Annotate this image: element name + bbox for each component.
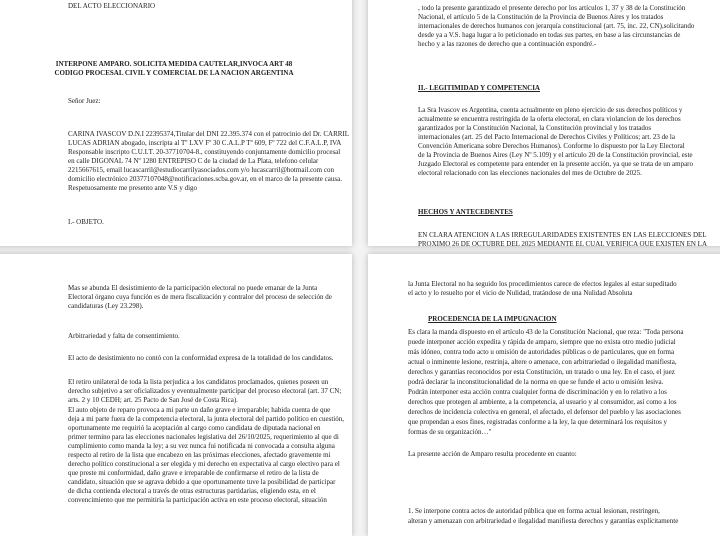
list-item: 1. Se interpone contra actos de autoridad pública que en forma actual lesionan, restringen, (408, 507, 660, 515)
body-line: derecho político constitucional a ser elegida y mi derecho en expectativa al cargo electivo para el (68, 460, 340, 468)
document-title-line-1: INTERPONE AMPARO. SOLICITA MEDIDA CAUTELAR,INVOCA ART 48 (55, 60, 293, 68)
body-line: domicilio electrónico 20377107048@notificaciones.scba.gov.ar, en el marco de la presente causa. (68, 175, 342, 183)
body-line: 2215667615, email lucascarril@estudiocarrilyasociados.com y/o lucascarril@hotmail.com con (68, 166, 334, 174)
body-line: derecho subjetivo a ser oficializados y eventualmente participar del proceso electoral (art. 37 CN; (68, 387, 342, 395)
document-page-1 (0, 0, 352, 246)
body-line: que propendan a esos fines, registradas conforme a la ley, la que determinará los requisitos y (408, 418, 668, 426)
body-line: actualmente se encuentra restringida de la oferta electoral, en clara violancion de los derechos (418, 115, 681, 123)
body-line: formas de su organización…" (408, 428, 492, 436)
body-line: que preste mi conformidad, daño grave e irreparable de confirmarse el retiro de la lista de (68, 469, 319, 477)
body-line: Podrán interponer esta acción contra cualquier forma de discriminación y en lo relativo a los (408, 388, 667, 396)
body-line: Mas se abunda El desistimiento de la participación electoral no puede emanar de la Junta (68, 284, 318, 292)
body-line: Convención Americana sobre Derechos Humanos). Conforme lo dispuesto por la Ley Electoral (418, 142, 685, 150)
body-line: El acto de desistimiento no contó con la conformidad expresa de la totalidad de los candidatos. (68, 354, 334, 362)
body-line: derechos y garantías reconocidos por esta Constitución, un tratado o una ley. En el caso, el juez (408, 368, 675, 376)
body-line: electoral relacionado con las elecciones nacionales del mes de Octubre de 2025. (418, 169, 642, 177)
subheading-arbitrariedad: Arbitrariedad y falta de consentimiento. (68, 332, 180, 340)
body-line: CARINA IVASCOV D.N.I 22395374,Titular del DNI 22.395.374 con el patrocinio del Dr. CARRIL (68, 130, 350, 138)
body-line: de la Provincia de Buenos Aires (Ley Nº 5.109) y el artículo 20 de la Constitución provincial, este (418, 151, 693, 159)
document-title-line-2: CODIGO PROCESAL CIVIL Y COMERCIAL DE LA NACION ARGENTINA (54, 69, 294, 77)
body-line: El retiro unilateral de toda la lista perjudica a los candidatos proclamados, quienes poseen un (68, 378, 329, 386)
section-heading-hechos: HECHOS Y ANTECEDENTES (418, 208, 513, 216)
body-line: hecho y a las razones de derecho que a continuación expondré.- (418, 40, 597, 48)
section-heading-procedencia: PROCEDENCIA DE LA IMPUGNACION (428, 315, 557, 323)
body-line: garantizados por la Constitución Nacional, la Constitución provincial y los tratados (418, 124, 652, 132)
body-line: internacionales (art. 25 del Pacto Internacional de Derechos Civiles y Políticos; art. 23 de la (418, 133, 675, 141)
body-line: candidato, situación que se agrava debido a que oportunamente tuve la posibilidad de participar (68, 478, 336, 486)
body-line: puede interponer acción expedita y rápida de amparo, siempre que no exista otro medio judicial (408, 338, 676, 346)
body-line: derechos de incidencia colectiva en general, el afectado, el defensor del pueblo y las asociaciones (408, 408, 681, 416)
body-line: Es clara la manda dispuesto en el artículo 43 de la Constitución Nacional, que reza: "Toda persona (408, 328, 684, 336)
body-line: internacionales de derechos humanos con jerarquía constitucional (art. 75, inc. 22, CN),solicitando (418, 22, 695, 30)
body-line: más idóneo, contra todo acto u omisión de autoridades públicas o de particulares, que en forma (408, 348, 675, 356)
body-line: la Junta Electoral no ha seguido los procedimientos carece de efectos legales al estar supeditado (408, 280, 677, 288)
body-line: candidaturas (Ley 23.298). (68, 302, 144, 310)
list-item: alteran y amenazan con arbitrariedad e ilegalidad manifiesta derechos y garantías explícitamente (408, 517, 679, 525)
body-line: en calle DIGONAL 74 Nº 1280 ENTREPISO C de la ciudad de La Plata, telefono celular (68, 157, 319, 165)
page-header: DEL ACTO ELECCIONARIO (68, 2, 156, 10)
salutation: Señor Juez: (68, 97, 101, 105)
body-line: Juzgado Electoral es competente para entender en la presente acción, ya que se trata de un amparo (418, 160, 694, 168)
body-line: deja a mi parte fuera de la competencia electoral, la junta electoral del partido político en cuestión, (68, 415, 344, 423)
document-page-3 (0, 254, 352, 536)
body-line: Respetuosamente me presento ante V.S y digo (68, 184, 198, 192)
body-line: EN CLARA ATENCION A LAS IRREGULARIDADES EXISTENTES EN LAS ELECCIONES DEL (418, 231, 707, 239)
body-line: oportunamente me requirió la aceptación al cargo como candidata de diputada nacional en (68, 424, 321, 432)
body-line: desde ya a V.S. haga lugar a lo peticionado en todas sus partes, en base a las circunstancias de (418, 31, 681, 39)
body-line: arts. 2 y 10 CEDH; art. 25 Pacto de San José de Costa Rica). (68, 396, 238, 404)
body-line: La Sra Ivascov es Argentina, cuenta actualmente en pleno ejercicio de sus derechos políticos y (418, 106, 683, 114)
body-line: , todo la presente garantizado el presente derecho por los artículos 1, 37 y 38 de la Constitución (418, 4, 686, 12)
section-heading-legitimidad: II.- LEGITIMIDAD Y COMPETENCIA (418, 84, 540, 92)
body-line: el acto y lo resuelto por el vicio de Nulidad, tratándose de una Nulidad Absoluta (408, 289, 633, 297)
document-page-2 (368, 0, 720, 246)
body-line: de dicha contienda electoral a través de otras estructuras partidarias, eligiendo esta, en el (68, 487, 316, 495)
body-line: actual o inminente lesione, restrinja, altere o amenace, con arbitrariedad o ilegalidad manifiesta, (408, 358, 677, 366)
body-line: El auto objeto de reparo provoca a mi parte un daño grave e irreparable; habida cuenta de que (68, 406, 331, 414)
body-line: primer termino para las elecciones nacionales legislativa del 26/10/2025, requerimiento al que di (68, 433, 339, 441)
body-line: La presente acción de Amparo resulta procedente en cuanto: (408, 450, 577, 458)
body-line: convencimiento que me permitiría la participación activa en este proceso electoral, situación (68, 496, 327, 504)
section-heading-objeto: I.- OBJETO. (68, 218, 104, 226)
body-line: podrá declarar la inconstitucionalidad de la norma en que se funde el acto u omisión lesiva. (408, 378, 664, 386)
body-line: cumplimiento como manda la ley; a su vez nunca fui notificada ni convocada a consulta alguna (68, 442, 335, 450)
body-line: Electoral órgano cuya función es de mera fiscalización y contralor del proceso de selección de (68, 293, 332, 301)
document-page-4 (368, 254, 720, 536)
body-line: PROXIMO 26 DE OCTUBRE DEL 2025 MEDIANTE EL CUAL VERIFICA QUE EXISTEN EN LA (418, 240, 707, 246)
body-line: Nacional, el artículo 5 de la Constitución de la Provincia de Buenos Aires y los tratados (418, 13, 664, 21)
body-line: derechos que protegen al ambiente, a la competencia, al usuario y al consumidor, así como a los (408, 398, 677, 406)
body-line: respecto al retiro de la lista que encabezo en las próximas elecciones, afectado gravemente mi (68, 451, 331, 459)
body-line: Responsable inscripto C.U.I.T. 20-37710704-8., constituyendo conjuntamente domicilio procesal (68, 148, 341, 156)
body-line: LUCAS ADRIAN abogado, inscripta al Tº LXV Fº 30 C.A.L.P Tº 609, Fº 722 del C.F.A.L.P, IVA (68, 139, 342, 147)
